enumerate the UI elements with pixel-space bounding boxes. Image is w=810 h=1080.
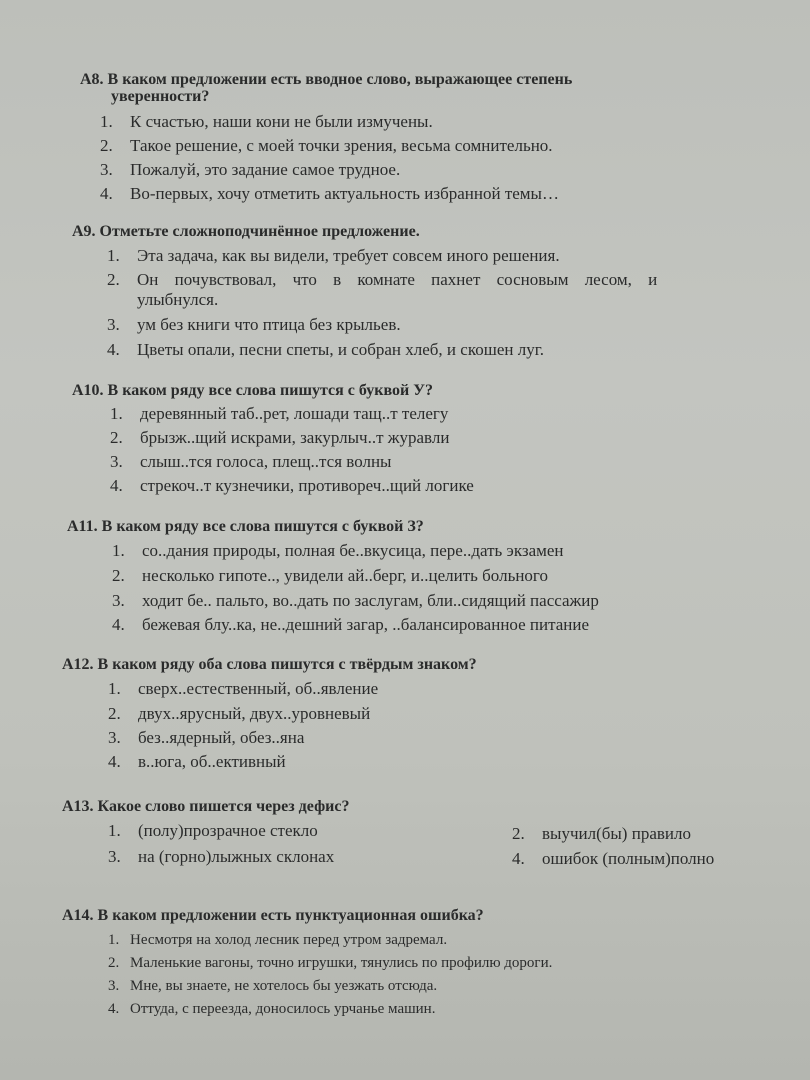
option-text: двух..ярусный, двух..уровневый	[138, 704, 371, 723]
option-item	[108, 977, 437, 996]
option-number: 2.	[110, 428, 123, 447]
option-text: К счастью, наши кони не были измучены.	[130, 112, 433, 131]
option-number: 1.	[112, 541, 125, 560]
option-item	[112, 540, 564, 562]
option-item	[107, 314, 401, 336]
task-title-continuation: уверенности?	[111, 88, 210, 105]
option-text: ходит бе.. пальто, во..дать по заслугам, бли..сидящий пассажир	[142, 591, 599, 610]
option-text: (полу)прозрачное стекло	[138, 821, 318, 840]
task-title: А14. В каком предложении есть пунктуационная ошибка?	[62, 907, 484, 924]
option-item	[112, 565, 548, 587]
option-item	[100, 183, 559, 205]
task-title: А9. Отметьте сложноподчинённое предложение.	[72, 223, 420, 240]
option-number: 2.	[112, 566, 125, 585]
option-text: в..юга, об..ективный	[138, 752, 286, 771]
option-item	[108, 678, 378, 700]
option-number: 4.	[108, 752, 121, 771]
option-text: Оттуда, с переезда, доносилось урчанье машин.	[130, 1001, 436, 1017]
option-text: бежевая блу..ка, не..дешний загар, ..балансированное питание	[142, 615, 590, 634]
option-item	[107, 245, 560, 267]
option-text: Маленькие вагоны, точно игрушки, тянулись по профилю дороги.	[130, 955, 553, 971]
option-text: без..ядерный, обез..яна	[138, 728, 305, 747]
option-text: деревянный таб..рет, лошади тащ..т телегу	[140, 404, 449, 423]
option-number: 3.	[110, 452, 123, 471]
option-number: 3.	[108, 978, 120, 994]
option-number: 4.	[110, 476, 123, 495]
option-number: 4.	[512, 849, 525, 868]
option-item	[108, 751, 286, 773]
option-item	[110, 403, 448, 425]
option-item	[512, 823, 691, 845]
option-number: 2.	[512, 824, 525, 843]
task-title: А10. В каком ряду все слова пишутся с буквой У?	[72, 382, 433, 399]
option-number: 1.	[110, 404, 123, 423]
option-item	[107, 339, 544, 361]
option-text: Мне, вы знаете, не хотелось бы уезжать отсюда.	[130, 978, 438, 994]
option-number: 1.	[107, 246, 120, 265]
option-number: 4.	[107, 340, 120, 359]
option-item	[108, 820, 318, 842]
option-number: 4.	[100, 184, 113, 203]
option-text: Такое решение, с моей точки зрения, весьма сомнительно.	[130, 136, 553, 155]
option-number: 2.	[108, 704, 121, 723]
option-number: 4.	[112, 615, 125, 634]
option-text: Он почувствовал, что в комнате пахнет сосновым лесом, и	[137, 270, 658, 289]
option-item	[100, 159, 400, 181]
option-number: 3.	[108, 847, 121, 866]
option-text: слыш..тся голоса, плещ..тся волны	[140, 452, 392, 471]
option-number: 3.	[112, 591, 125, 610]
option-text: на (горно)лыжных склонах	[138, 847, 335, 866]
option-number: 1.	[108, 932, 120, 948]
option-number: 2.	[108, 955, 120, 971]
option-item	[110, 475, 474, 497]
option-text: ошибок (полным)полно	[542, 849, 715, 868]
option-item	[512, 848, 714, 870]
option-item	[108, 703, 370, 725]
option-item	[108, 846, 334, 868]
option-text: несколько гипоте.., увидели ай..берг, и..целить больного	[142, 566, 548, 585]
option-number: 4.	[108, 1001, 120, 1017]
option-text: Пожалуй, это задание самое трудное.	[130, 160, 401, 179]
option-number: 2.	[107, 270, 120, 289]
option-text: стрекоч..т кузнечики, противореч..щий логике	[140, 476, 474, 495]
option-text: Во-первых, хочу отметить актуальность избранной темы…	[130, 184, 559, 203]
option-number: 3.	[108, 728, 121, 747]
option-text: Эта задача, как вы видели, требует совсем иного решения.	[137, 246, 560, 265]
option-text: ум без книги что птица без крыльев.	[137, 315, 401, 334]
option-item	[100, 111, 433, 133]
option-item	[100, 135, 553, 157]
option-number: 3.	[100, 160, 113, 179]
option-item	[110, 451, 391, 473]
option-number: 2.	[100, 136, 113, 155]
task-title: А11. В каком ряду все слова пишутся с буквой З?	[67, 518, 424, 535]
option-number: 1.	[108, 679, 121, 698]
option-text-continuation: улыбнулся.	[137, 290, 219, 309]
option-number: 3.	[107, 315, 120, 334]
option-item	[108, 954, 552, 973]
option-number: 1.	[108, 821, 121, 840]
option-item	[108, 727, 304, 749]
option-item	[112, 614, 589, 636]
option-text: Несмотря на холод лесник перед утром задремал.	[130, 932, 448, 948]
option-number: 1.	[100, 112, 113, 131]
option-text: брызж..щий искрами, закурлыч..т журавли	[140, 428, 450, 447]
option-item	[110, 427, 449, 449]
option-text: выучил(бы) правило	[542, 824, 691, 843]
option-item	[107, 269, 767, 291]
task-title: А12. В каком ряду оба слова пишутся с твёрдым знаком?	[62, 656, 477, 673]
option-item	[108, 931, 447, 950]
option-item	[108, 1000, 435, 1019]
task-title: А8. В каком предложении есть вводное слово, выражающее степень	[80, 71, 573, 88]
option-item	[112, 590, 599, 612]
option-text: со..дания природы, полная бе..вкусица, пере..дать экзамен	[142, 541, 564, 560]
option-text: сверх..естественный, об..явление	[138, 679, 379, 698]
task-title: А13. Какое слово пишется через дефис?	[62, 798, 350, 815]
option-text: Цветы опали, песни спеты, и собран хлеб, и скошен луг.	[137, 340, 544, 359]
